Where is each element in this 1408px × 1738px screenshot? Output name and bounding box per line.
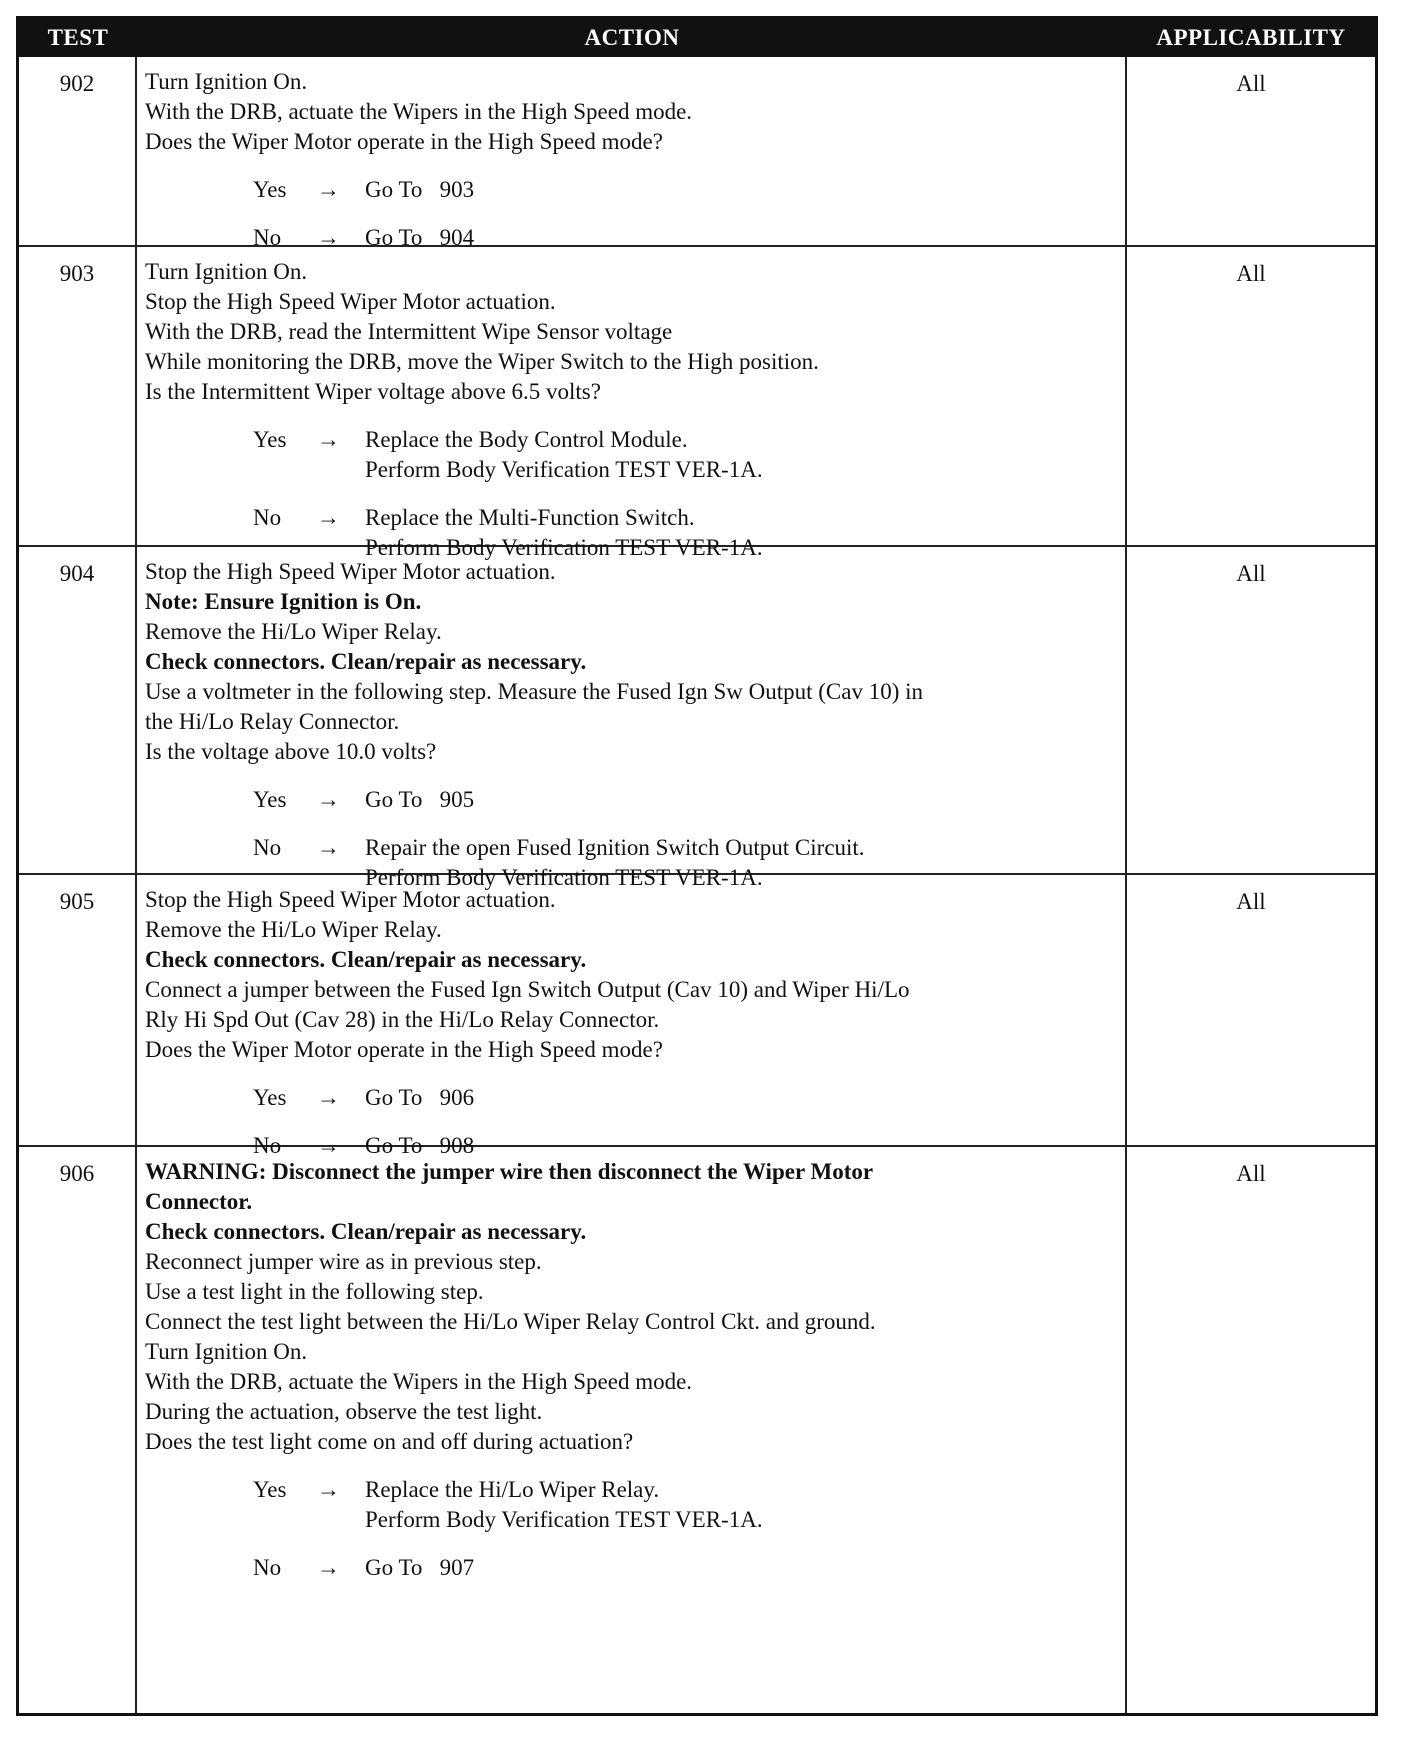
table-header <box>19 19 1375 57</box>
action-instruction: Does the test light come on and off during actuation? <box>145 1429 634 1454</box>
outcome-result-line: Go To 907 <box>365 1555 475 1580</box>
table-row <box>19 875 1375 1158</box>
header-test: TEST <box>47 25 109 50</box>
outcome-result <box>365 1553 1119 1583</box>
action-instruction: Use a voltmeter in the following step. Measure the Fused Ign Sw Output (Cav 10) in <box>145 679 924 704</box>
action-instruction: the Hi/Lo Relay Connector. <box>145 709 400 734</box>
action-instruction: Rly Hi Spd Out (Cav 28) in the Hi/Lo Relay Connector. <box>145 1007 660 1032</box>
outcome-result <box>365 1475 1119 1535</box>
table-row <box>19 547 1375 890</box>
action-instruction-bold: WARNING: Disconnect the jumper wire then disconnect the Wiper Motor <box>145 1159 874 1184</box>
test-number: 903 <box>19 247 137 545</box>
action-instruction: Turn Ignition On. <box>145 69 308 94</box>
action-instruction: Does the Wiper Motor operate in the High Speed mode? <box>145 129 663 154</box>
outcome-no <box>253 1553 1119 1583</box>
outcome-result-line: Go To 906 <box>365 1085 475 1110</box>
action-cell <box>137 57 1127 250</box>
outcome-yes <box>253 1475 1119 1535</box>
applicability-value: All <box>1236 889 1266 914</box>
action-instruction: With the DRB, read the Intermittent Wipe Sensor voltage <box>145 319 673 344</box>
outcome-result-line: Replace the Hi/Lo Wiper Relay. <box>365 1477 660 1502</box>
action-instruction: With the DRB, actuate the Wipers in the High Speed mode. <box>145 1369 693 1394</box>
action-instruction: Connect a jumper between the Fused Ign Switch Output (Cav 10) and Wiper Hi/Lo <box>145 977 910 1002</box>
action-instruction: Use a test light in the following step. <box>145 1279 484 1304</box>
outcome-result-line: Repair the open Fused Ignition Switch Output Circuit. <box>365 835 865 860</box>
arrow-right-icon: → <box>317 427 340 452</box>
action-instruction: Remove the Hi/Lo Wiper Relay. <box>145 619 442 644</box>
outcome-yes <box>253 1083 1119 1113</box>
action-instruction: Turn Ignition On. <box>145 259 308 284</box>
outcome-answer: Yes <box>253 1477 287 1502</box>
action-instruction: Reconnect jumper wire as in previous step. <box>145 1249 542 1274</box>
action-instruction: During the actuation, observe the test light. <box>145 1399 543 1424</box>
action-instruction: Stop the High Speed Wiper Motor actuation. <box>145 887 556 912</box>
outcome-answer: No <box>253 1133 282 1158</box>
outcome-yes <box>253 425 1119 485</box>
outcome-answer: Yes <box>253 1085 287 1110</box>
action-instruction-bold: Connector. <box>145 1189 253 1214</box>
arrow-right-icon: → <box>317 1477 340 1502</box>
action-cell <box>137 1147 1127 1713</box>
outcome-yes <box>253 175 1119 205</box>
outcome-result-line: Go To 904 <box>365 225 475 250</box>
diagnostic-test-table <box>16 16 1378 1716</box>
test-number: 906 <box>19 1147 137 1713</box>
arrow-right-icon: → <box>317 177 340 202</box>
arrow-right-icon: → <box>317 225 340 250</box>
outcome-answer: No <box>253 1555 282 1580</box>
arrow-right-icon: → <box>317 1555 340 1580</box>
test-number: 904 <box>19 547 137 873</box>
action-instruction: Turn Ignition On. <box>145 1339 308 1364</box>
action-cell <box>137 247 1127 560</box>
arrow-right-icon: → <box>317 1133 340 1158</box>
table-row <box>19 57 1375 250</box>
header-applicability: APPLICABILITY <box>1156 25 1346 50</box>
table-row <box>19 1147 1375 1713</box>
outcome-result-line: Replace the Multi-Function Switch. <box>365 505 695 530</box>
test-number: 905 <box>19 875 137 1145</box>
outcome-result-line: Replace the Body Control Module. <box>365 427 688 452</box>
action-instruction: Connect the test light between the Hi/Lo Wiper Relay Control Ckt. and ground. <box>145 1309 876 1334</box>
arrow-right-icon: → <box>317 505 340 530</box>
applicability-value: All <box>1236 261 1266 286</box>
header-action: ACTION <box>584 25 680 50</box>
test-number: 902 <box>19 57 137 245</box>
action-cell <box>137 875 1127 1158</box>
outcome-result <box>365 1083 1119 1113</box>
action-instruction: Is the Intermittent Wiper voltage above 6.5 volts? <box>145 379 601 404</box>
action-instruction: While monitoring the DRB, move the Wiper Switch to the High position. <box>145 349 819 374</box>
action-instruction-bold: Check connectors. Clean/repair as necessary. <box>145 649 587 674</box>
outcome-result <box>365 175 1119 205</box>
outcome-result-line: Perform Body Verification TEST VER-1A. <box>365 535 763 560</box>
outcome-result-line: Go To 908 <box>365 1133 475 1158</box>
outcome-result-line: Perform Body Verification TEST VER-1A. <box>365 457 763 482</box>
outcome-result-line: Perform Body Verification TEST VER-1A. <box>365 865 763 890</box>
action-instruction-bold: Check connectors. Clean/repair as necessary. <box>145 947 587 972</box>
outcome-answer: No <box>253 225 282 250</box>
outcome-result <box>365 785 1119 815</box>
table-row <box>19 247 1375 560</box>
arrow-right-icon: → <box>317 835 340 860</box>
outcome-yes <box>253 785 1119 815</box>
arrow-right-icon: → <box>317 1085 340 1110</box>
action-instruction: Is the voltage above 10.0 volts? <box>145 739 437 764</box>
outcome-answer: No <box>253 505 282 530</box>
action-instruction: Remove the Hi/Lo Wiper Relay. <box>145 917 442 942</box>
outcome-result-line: Perform Body Verification TEST VER-1A. <box>365 1507 763 1532</box>
applicability-value: All <box>1236 1161 1266 1186</box>
outcome-answer: No <box>253 835 282 860</box>
applicability-value: All <box>1236 561 1266 586</box>
action-instruction: Does the Wiper Motor operate in the High Speed mode? <box>145 1037 663 1062</box>
action-instruction: Stop the High Speed Wiper Motor actuation. <box>145 559 556 584</box>
outcome-answer: Yes <box>253 787 287 812</box>
action-instruction-bold: Check connectors. Clean/repair as necessary. <box>145 1219 587 1244</box>
action-cell <box>137 547 1127 890</box>
action-instruction: With the DRB, actuate the Wipers in the High Speed mode. <box>145 99 693 124</box>
applicability-value: All <box>1236 71 1266 96</box>
action-instruction: Stop the High Speed Wiper Motor actuation. <box>145 289 556 314</box>
action-instruction-bold: Note: Ensure Ignition is On. <box>145 589 422 614</box>
outcome-result <box>365 425 1119 485</box>
outcome-answer: Yes <box>253 427 287 452</box>
outcome-answer: Yes <box>253 177 287 202</box>
arrow-right-icon: → <box>317 787 340 812</box>
outcome-result-line: Go To 903 <box>365 177 475 202</box>
outcome-result-line: Go To 905 <box>365 787 475 812</box>
